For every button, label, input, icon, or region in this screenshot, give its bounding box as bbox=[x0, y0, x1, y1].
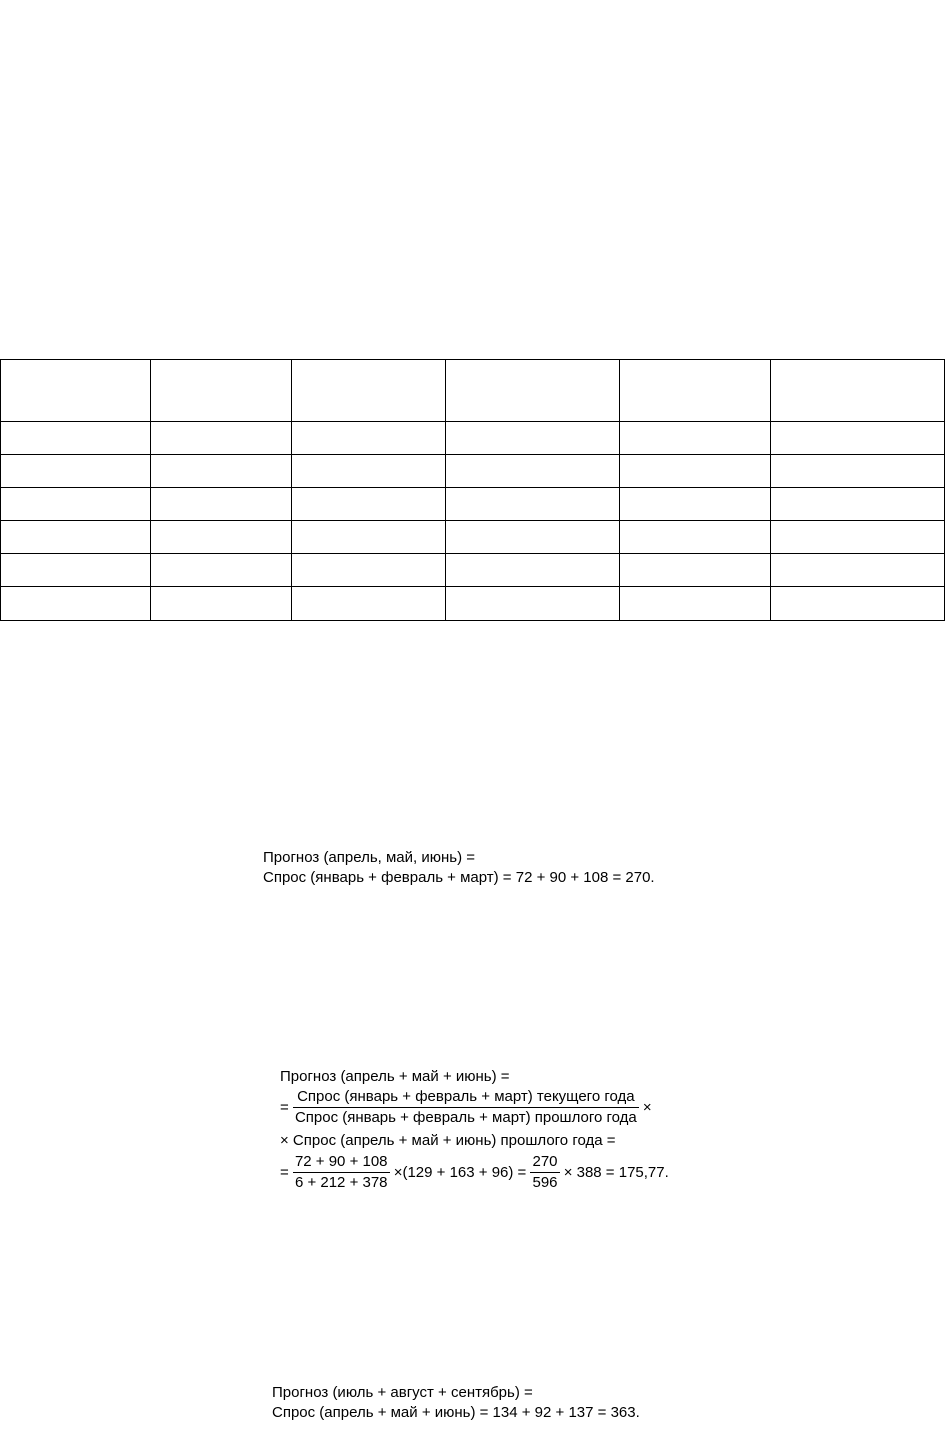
table-cell bbox=[292, 455, 446, 488]
table-cell bbox=[151, 488, 292, 521]
forecast-formula-seasonal bbox=[280, 1067, 669, 1197]
table-cell bbox=[1, 587, 151, 621]
table-cell bbox=[620, 587, 771, 621]
table-cell bbox=[1, 455, 151, 488]
table-cell bbox=[292, 488, 446, 521]
table-header-cell bbox=[292, 360, 446, 422]
fraction-denominator: 6 + 212 + 378 bbox=[294, 1174, 388, 1191]
table-row bbox=[1, 521, 945, 554]
formula-line: × Спрос (апрель + май + июнь) прошлого года = bbox=[280, 1132, 616, 1149]
table-cell bbox=[620, 422, 771, 455]
table-cell bbox=[151, 521, 292, 554]
fraction-numerator: Спрос (январь + февраль + март) текущего года bbox=[293, 1088, 639, 1108]
table-row bbox=[1, 554, 945, 587]
formula-tail: × 388 = 175,77. bbox=[563, 1163, 669, 1181]
table-header-cell bbox=[446, 360, 620, 422]
table-header-cell bbox=[151, 360, 292, 422]
fraction-numerator: 270 bbox=[530, 1153, 559, 1173]
table-cell bbox=[771, 422, 945, 455]
fraction-numerator: 72 + 90 + 108 bbox=[293, 1153, 390, 1173]
table-header-cell bbox=[771, 360, 945, 422]
fraction bbox=[293, 1088, 639, 1127]
table-cell bbox=[151, 587, 292, 621]
formula-fraction-line bbox=[280, 1153, 669, 1197]
table-cell bbox=[446, 521, 620, 554]
table-cell bbox=[771, 554, 945, 587]
table-cell bbox=[620, 554, 771, 587]
table-cell bbox=[292, 587, 446, 621]
table-header-cell bbox=[1, 360, 151, 422]
table-cell bbox=[620, 455, 771, 488]
formula-line: Прогноз (апрель, май, июнь) = bbox=[263, 849, 476, 866]
table-row bbox=[1, 488, 945, 521]
formula-middle: ×(129 + 163 + 96) = bbox=[393, 1163, 527, 1181]
table-cell bbox=[446, 554, 620, 587]
formula-line: Спрос (январь + февраль + март) = 72 + 90 + 108 = 270. bbox=[263, 869, 655, 886]
fraction bbox=[293, 1153, 390, 1192]
table-cell bbox=[1, 422, 151, 455]
formula-line: Спрос (апрель + май + июнь) = 134 + 92 + 137 = 363. bbox=[272, 1404, 640, 1421]
equals-sign: = bbox=[280, 1163, 289, 1181]
table-cell bbox=[151, 554, 292, 587]
table-cell bbox=[620, 521, 771, 554]
table-cell bbox=[771, 455, 945, 488]
equals-sign: = bbox=[280, 1098, 289, 1116]
table-cell bbox=[292, 422, 446, 455]
fraction-denominator: 596 bbox=[532, 1174, 558, 1191]
table-cell bbox=[292, 521, 446, 554]
table-cell bbox=[292, 554, 446, 587]
table-cell bbox=[151, 455, 292, 488]
table-row bbox=[1, 455, 945, 488]
data-table bbox=[0, 359, 945, 621]
table-header-cell bbox=[620, 360, 771, 422]
table-cell bbox=[446, 488, 620, 521]
table-cell bbox=[446, 422, 620, 455]
table-cell bbox=[620, 488, 771, 521]
formula-line: Прогноз (июль + август + сентябрь) = bbox=[272, 1384, 533, 1401]
multiply-sign: × bbox=[642, 1098, 652, 1116]
forecast-formula-next-quarter bbox=[272, 1383, 640, 1423]
formula-line: Прогноз (апрель + май + июнь) = bbox=[280, 1068, 510, 1085]
table-header-row bbox=[1, 360, 945, 422]
table-cell bbox=[771, 488, 945, 521]
fraction-denominator: Спрос (январь + февраль + март) прошлого года bbox=[294, 1109, 637, 1126]
table-cell bbox=[1, 554, 151, 587]
table-cell bbox=[1, 488, 151, 521]
table-row bbox=[1, 587, 945, 621]
formula-fraction-line bbox=[280, 1088, 669, 1130]
table-cell bbox=[151, 422, 292, 455]
table-row bbox=[1, 422, 945, 455]
table-cell bbox=[771, 521, 945, 554]
table-cell bbox=[446, 587, 620, 621]
table-cell bbox=[446, 455, 620, 488]
table-cell bbox=[771, 587, 945, 621]
forecast-formula-simple bbox=[263, 848, 655, 888]
table-cell bbox=[1, 521, 151, 554]
fraction bbox=[530, 1153, 559, 1192]
